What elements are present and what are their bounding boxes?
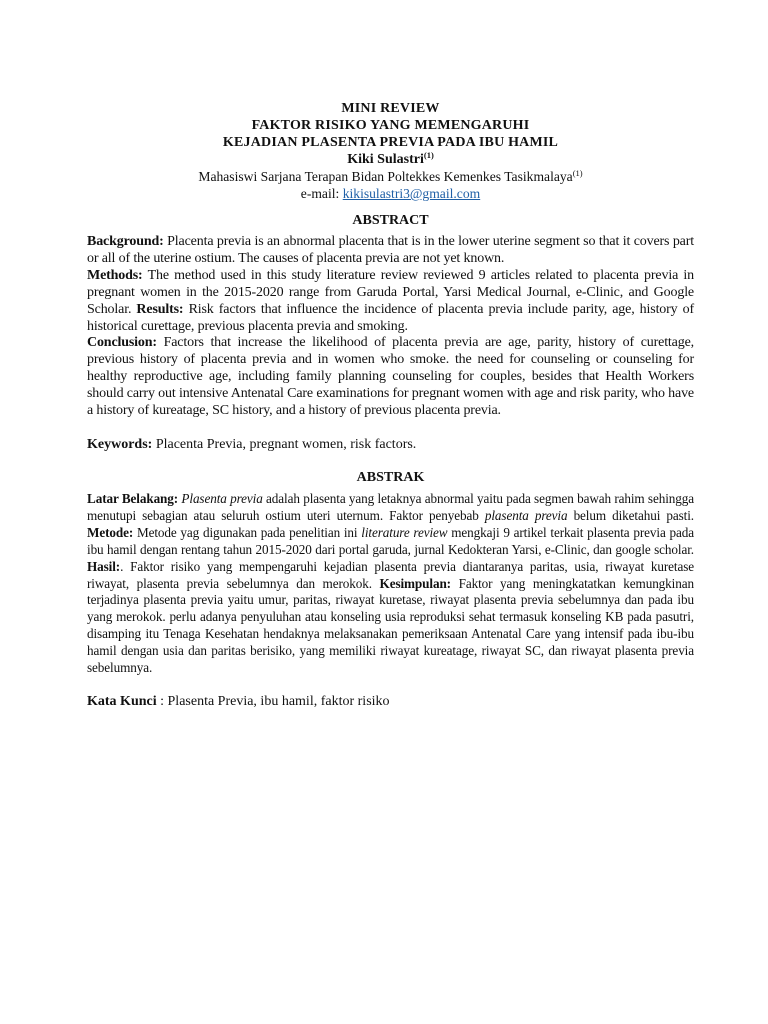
- methods-text: The method used in this study literature review reviewed 9 articles related to placenta previa in pregnant women in the 2015-2020 range from Garuda Portal, Yarsi Medical Journal, e-Clinic, and Google Scholar.: [87, 267, 694, 317]
- metode-text-2: mengkaji 9 artikel terkait plasenta previa pada ibu hamil dengan rentang tahun 2015-2020 dari portal garuda, jurnal Kedokteran Yarsi, e-Clinic, dan google scholar.: [87, 524, 694, 557]
- affiliation-superscript: (1): [572, 168, 583, 178]
- hasil-label: Hasil:: [87, 558, 121, 574]
- keywords-line: [87, 436, 694, 453]
- kata-kunci-label: Kata Kunci: [87, 693, 157, 709]
- kesimpulan-text: Faktor yang meningkatatkan kemungkinan terjadinya plasenta previa yaitu umur, paritas, riwayat kuretase, riwayat plasenta previa sebelumnya dan pada ibu yang merokok. perlu adanya penyuluhan atau konseling usia reproduksi sehat termasuk konseling KB pada pasutri, disamping itu Tenaga Kesehatan hendaknya melaksanakan pemeriksaan Antenatal Care yang intensif pada ibu-ibu hamil dengan usia dan paritas berisiko, yang memiliki riwayat kureatage, riwayat SC, dan riwayat plasenta previa sebelumnya.: [87, 575, 694, 676]
- latar-label: Latar Belakang:: [87, 490, 179, 506]
- metode-term: literature review: [361, 524, 448, 540]
- author-superscript: (1): [423, 150, 434, 160]
- paper-header: [87, 100, 694, 202]
- conclusion-text: Factors that increase the likelihood of placenta previa are age, parity, history of curettage, previous history of placenta previa and in women who smoke. the need for counseling or counseling for healthy reproductive age, including family planning counseling for couples, besides that Health Workers should carry out intensive Antenatal Care examinations for pregnant women with age and risk parity, who have a history of kureatage, SC history, and a history of previous placenta previa.: [87, 335, 694, 419]
- affiliation-text: Mahasiswi Sarjana Terapan Bidan Poltekkes Kemenkes Tasikmalaya: [198, 169, 573, 184]
- kesimpulan-label: Kesimpulan:: [379, 575, 451, 591]
- abstrak-heading: ABSTRAK: [356, 469, 425, 485]
- latar-term-2: plasenta previa: [484, 507, 568, 523]
- background-label: Background:: [87, 234, 164, 249]
- metode-text-1: Metode yag digunakan pada penelitian ini: [133, 524, 362, 540]
- kata-kunci-text: : Plasenta Previa, ibu hamil, faktor risiko: [156, 693, 390, 709]
- latar-text-1: adalah plasenta yang letaknya abnormal yaitu pada segmen bawah rahim sehingga menutupi sebagian atau seluruh ostium uteri uternum. Faktor penyebab: [87, 490, 694, 523]
- affiliation-line: [87, 168, 694, 185]
- article-type-label: MINI REVIEW: [341, 101, 440, 116]
- conclusion-label: Conclusion:: [87, 335, 157, 351]
- latar-text-2: belum diketahui pasti.: [567, 507, 694, 523]
- keywords-text: Placenta Previa, pregnant women, risk factors.: [152, 436, 417, 452]
- results-text: Risk factors that influence the incidence of placenta previa include parity, age, history of historical curettage, previous placenta previa and smoking.: [87, 301, 694, 334]
- kata-kunci-line: [87, 693, 694, 710]
- abstract-heading: ABSTRACT: [352, 213, 429, 228]
- latar-term: Plasenta previa: [181, 490, 263, 506]
- email-label: e-mail:: [300, 186, 343, 201]
- methods-label: Methods:: [87, 267, 143, 283]
- author-line: [87, 151, 694, 168]
- abstrak-body: [87, 491, 694, 677]
- paper-page: [87, 100, 694, 710]
- email-link[interactable]: kikisulastri3@gmail.com: [342, 186, 481, 201]
- background-text: Placenta previa is an abnormal placenta that is in the lower uterine segment so that it covers part or all of the uterine ostium. The causes of placenta previa are not yet known.: [87, 234, 694, 266]
- abstract-body: [87, 234, 694, 420]
- metode-label: Metode:: [87, 524, 134, 540]
- author-name: Kiki Sulastri: [347, 152, 424, 167]
- keywords-label: Keywords:: [87, 436, 153, 452]
- hasil-text: . Faktor risiko yang mempengaruhi kejadian plasenta previa diantaranya paritas, usia, riwayat kuretase riwayat, plasenta previa sebelumnya dan merokok.: [87, 558, 694, 591]
- email-line: [87, 185, 694, 202]
- title-line-2: KEJADIAN PLASENTA PREVIA PADA IBU HAMIL: [222, 135, 559, 150]
- title-line-1: FAKTOR RISIKO YANG MEMENGARUHI: [251, 118, 530, 133]
- results-label: Results:: [136, 301, 184, 317]
